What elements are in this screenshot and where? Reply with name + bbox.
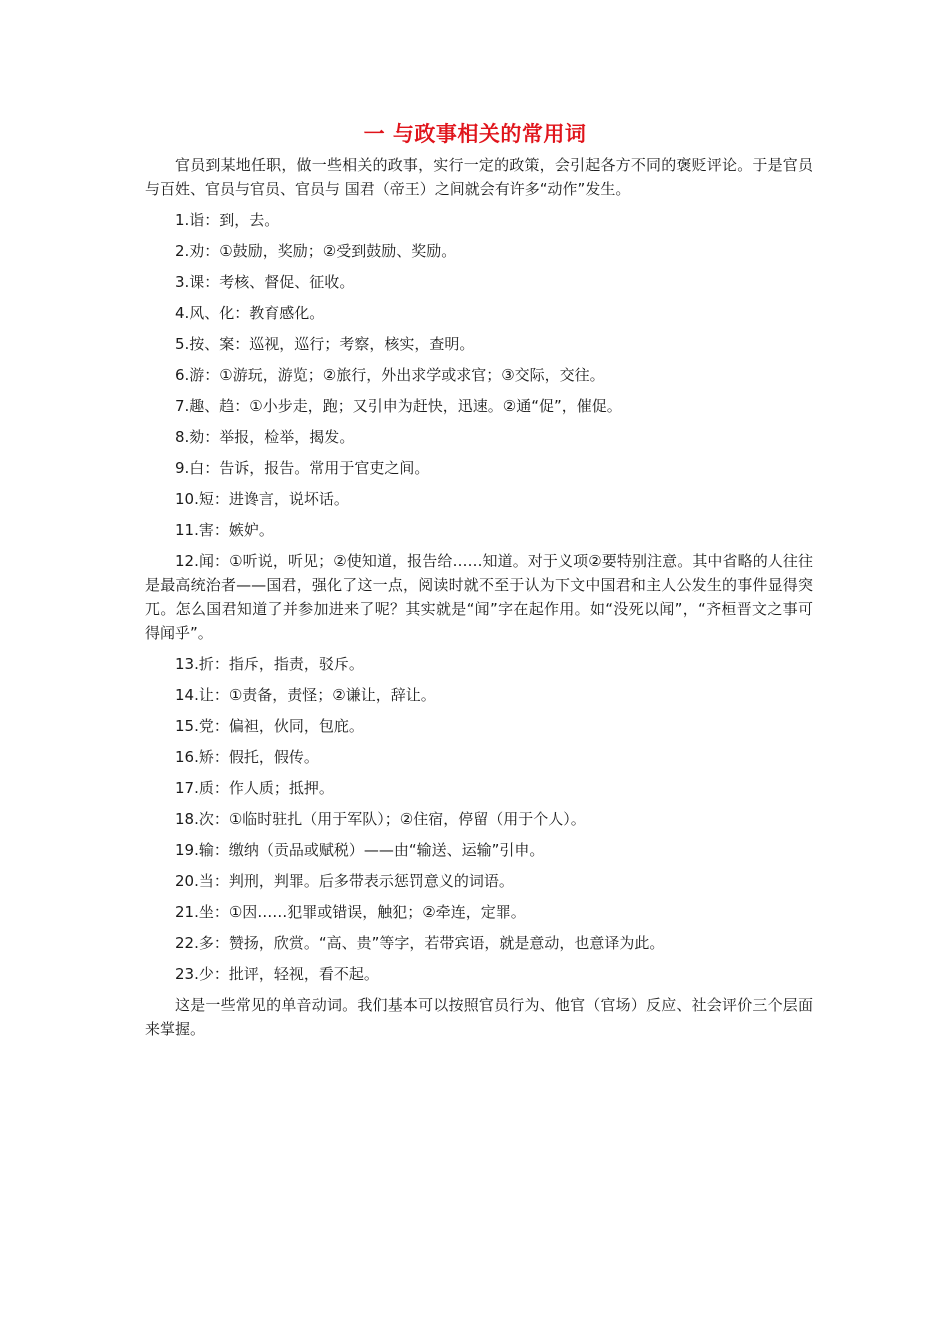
- list-item: 10.短：进谗言，说坏话。: [175, 490, 349, 508]
- list-item: 21.坐：①因……犯罪或错误，触犯；②牵连，定罪。: [175, 903, 526, 921]
- list-item-long: 12.闻：①听说，听见；②使知道，报告给……知道。对于义项②要特别注意。其中省略的人往往是最高统治者——国君，强化了这一点，阅读时就不至于认为下文中国君和主人公发生的事件显得突兀。怎么国君知道了并参加进来了呢？其实就是“闻”字在起作用。如“没死以闻”，“齐桓晋文之事可得闻乎”。: [145, 552, 813, 642]
- section-title: 一 与政事相关的常用词: [363, 122, 587, 146]
- document-body: [145, 153, 813, 1048]
- list-item: 15.党：偏袒，伙同，包庇。: [175, 717, 364, 735]
- list-item: 8.劾：举报，检举，揭发。: [175, 428, 355, 446]
- list-item: 2.劝：①鼓励，奖励；②受到鼓励、奖励。: [175, 242, 457, 260]
- list-item: 19.输：缴纳（贡品或赋税）——由“输送、运输”引申。: [175, 841, 545, 859]
- list-item: 20.当：判刑，判罪。后多带表示惩罚意义的词语。: [175, 872, 514, 890]
- list-item: 13.折：指斥，指责，驳斥。: [175, 655, 364, 673]
- list-item: 23.少：批评，轻视，看不起。: [175, 965, 379, 983]
- list-item: 6.游：①游玩，游览；②旅行，外出求学或求官；③交际，交往。: [175, 366, 605, 384]
- list-item: 9.白：告诉，报告。常用于官吏之间。: [175, 459, 430, 477]
- closing-paragraph: 这是一些常见的单音动词。我们基本可以按照官员行为、他官（官场）反应、社会评价三个层面来掌握。: [145, 996, 813, 1038]
- list-item: 5.按、案：巡视，巡行；考察，核实，查明。: [175, 335, 475, 353]
- list-item: 3.课：考核、督促、征收。: [175, 273, 355, 291]
- list-item: 1.诣：到，去。: [175, 211, 280, 229]
- list-item: 22.多：赞扬，欣赏。“高、贵”等字，若带宾语，就是意动，也意译为此。: [175, 934, 665, 952]
- list-item: 4.风、化：教育感化。: [175, 304, 325, 322]
- list-item: 7.趣、趋：①小步走，跑；又引申为赶快，迅速。②通“促”，催促。: [175, 397, 622, 415]
- list-item: 14.让：①责备，责怪；②谦让，辞让。: [175, 686, 436, 704]
- intro-paragraph: 官员到某地任职，做一些相关的政事，实行一定的政策，会引起各方不同的褒贬评论。于是官员与百姓、官员与官员、官员与 国君（帝王）之间就会有许多“动作”发生。: [145, 156, 813, 198]
- list-item: 18.次：①临时驻扎（用于军队）；②住宿，停留（用于个人）。: [175, 810, 586, 828]
- list-item: 11.害：嫉妒。: [175, 521, 274, 539]
- list-item: 16.矫：假托，假传。: [175, 748, 319, 766]
- list-item: 17.质：作人质；抵押。: [175, 779, 334, 797]
